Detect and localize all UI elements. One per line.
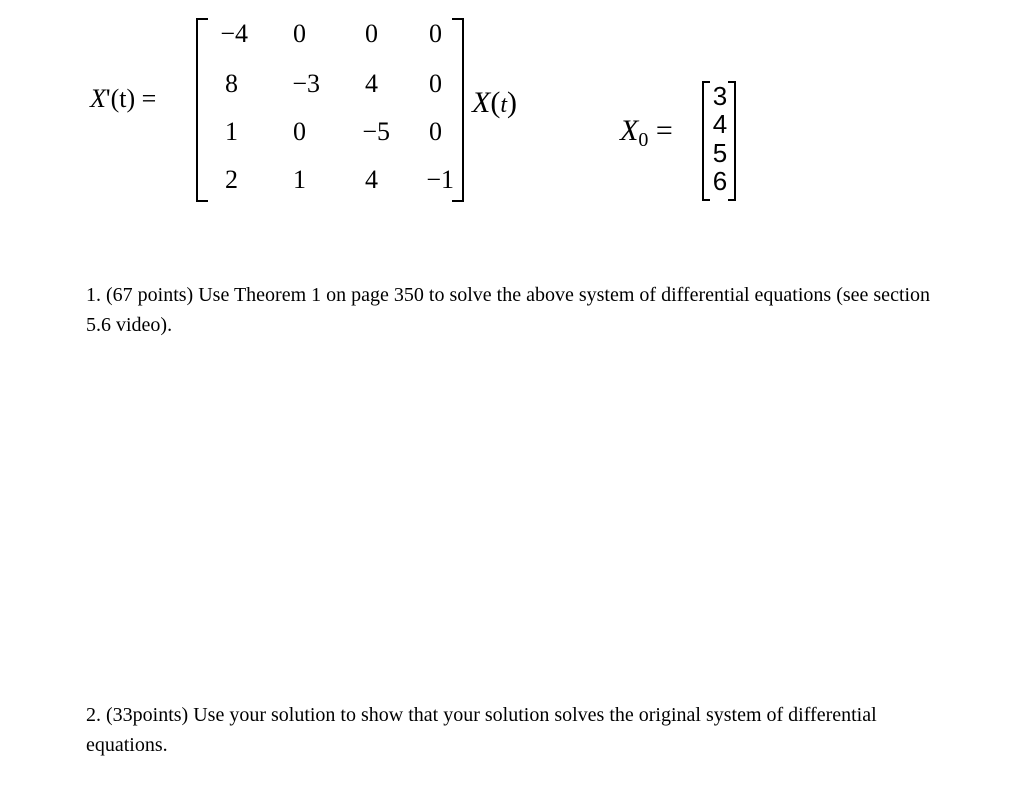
matrix-cell: −4 bbox=[220, 19, 248, 48]
vector-cell: 3 bbox=[712, 81, 728, 111]
matrix-cell: 1 bbox=[293, 165, 306, 194]
matrix-cell: 0 bbox=[429, 117, 442, 146]
matrix-cell: −1 bbox=[426, 165, 454, 194]
initial-condition-label bbox=[620, 116, 673, 150]
rhs-open-paren: ( bbox=[490, 86, 501, 119]
rhs-close-paren: ) bbox=[507, 86, 517, 119]
vector-cell: 5 bbox=[712, 138, 728, 168]
matrix-cell: 0 bbox=[293, 19, 306, 48]
matrix-cell: 0 bbox=[293, 117, 306, 146]
system-lhs bbox=[90, 86, 156, 112]
matrix-cell: 0 bbox=[429, 69, 442, 98]
system-rhs bbox=[472, 88, 517, 118]
matrix-cell: 0 bbox=[429, 19, 442, 48]
x0-equals: = bbox=[655, 114, 673, 147]
x0-symbol: X bbox=[620, 114, 639, 147]
rhs-symbol: X bbox=[472, 86, 491, 119]
matrix-cell: −5 bbox=[362, 117, 390, 146]
problem-1: 1. (67 points) Use Theorem 1 on page 350 to solve the above system of differential equations (see section 5.6 video). bbox=[86, 284, 931, 336]
matrix-cell: −3 bbox=[292, 69, 320, 98]
matrix-cell: 1 bbox=[225, 117, 238, 146]
lhs-derivative: '(t) = bbox=[105, 84, 157, 113]
lhs-symbol: X bbox=[90, 84, 106, 113]
matrix-cell: 4 bbox=[365, 165, 378, 194]
matrix-cell: 0 bbox=[365, 19, 378, 48]
x0-subscript: 0 bbox=[638, 129, 649, 151]
problem-2: 2. (33points) Use your solution to show that your solution solves the original system of differential equations. bbox=[86, 704, 877, 756]
rhs-variable: t bbox=[500, 92, 507, 118]
vector-cell: 4 bbox=[712, 109, 728, 139]
matrix-cell: 4 bbox=[365, 69, 378, 98]
matrix-cell: 2 bbox=[225, 165, 238, 194]
matrix-cell: 8 bbox=[225, 69, 238, 98]
vector-cell: 6 bbox=[712, 166, 728, 196]
